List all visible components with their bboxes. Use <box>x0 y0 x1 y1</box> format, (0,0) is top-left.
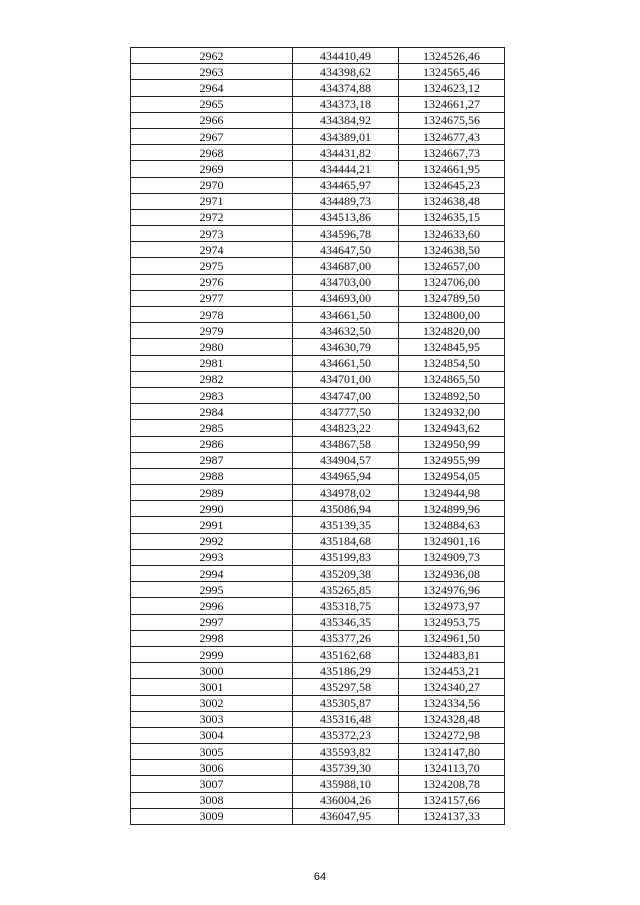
y-coordinate-cell: 1324667,73 <box>399 145 505 161</box>
x-coordinate-cell: 435593,82 <box>293 744 399 760</box>
point-number-cell: 2976 <box>131 274 293 290</box>
y-coordinate-cell: 1324635,15 <box>399 209 505 225</box>
x-coordinate-cell: 435316,48 <box>293 711 399 727</box>
point-number-cell: 3007 <box>131 776 293 792</box>
x-coordinate-cell: 434513,86 <box>293 209 399 225</box>
x-coordinate-cell: 435209,38 <box>293 566 399 582</box>
point-number-cell: 3009 <box>131 808 293 824</box>
point-number-cell: 2970 <box>131 177 293 193</box>
y-coordinate-cell: 1324638,48 <box>399 193 505 209</box>
x-coordinate-cell: 435305,87 <box>293 695 399 711</box>
y-coordinate-cell: 1324955,99 <box>399 452 505 468</box>
point-number-cell: 2984 <box>131 404 293 420</box>
point-number-cell: 2969 <box>131 161 293 177</box>
y-coordinate-cell: 1324526,46 <box>399 48 505 64</box>
x-coordinate-cell: 434661,50 <box>293 355 399 371</box>
coordinates-table-container <box>130 47 504 825</box>
x-coordinate-cell: 434687,00 <box>293 258 399 274</box>
x-coordinate-cell: 435988,10 <box>293 776 399 792</box>
y-coordinate-cell: 1324944,98 <box>399 485 505 501</box>
table-row <box>131 226 505 242</box>
point-number-cell: 2979 <box>131 323 293 339</box>
x-coordinate-cell: 434978,02 <box>293 485 399 501</box>
x-coordinate-cell: 435186,29 <box>293 663 399 679</box>
y-coordinate-cell: 1324865,50 <box>399 371 505 387</box>
point-number-cell: 2977 <box>131 290 293 306</box>
y-coordinate-cell: 1324272,98 <box>399 727 505 743</box>
point-number-cell: 2974 <box>131 242 293 258</box>
y-coordinate-cell: 1324936,08 <box>399 566 505 582</box>
y-coordinate-cell: 1324789,50 <box>399 290 505 306</box>
point-number-cell: 2967 <box>131 128 293 144</box>
table-row <box>131 145 505 161</box>
point-number-cell: 2980 <box>131 339 293 355</box>
point-number-cell: 2975 <box>131 258 293 274</box>
table-row <box>131 598 505 614</box>
table-row <box>131 614 505 630</box>
x-coordinate-cell: 435377,26 <box>293 630 399 646</box>
point-number-cell: 2998 <box>131 630 293 646</box>
y-coordinate-cell: 1324884,63 <box>399 517 505 533</box>
x-coordinate-cell: 434632,50 <box>293 323 399 339</box>
y-coordinate-cell: 1324657,00 <box>399 258 505 274</box>
y-coordinate-cell: 1324854,50 <box>399 355 505 371</box>
point-number-cell: 2982 <box>131 371 293 387</box>
y-coordinate-cell: 1324950,99 <box>399 436 505 452</box>
x-coordinate-cell: 435265,85 <box>293 582 399 598</box>
y-coordinate-cell: 1324932,00 <box>399 404 505 420</box>
point-number-cell: 3001 <box>131 679 293 695</box>
table-row <box>131 290 505 306</box>
point-number-cell: 2996 <box>131 598 293 614</box>
point-number-cell: 2987 <box>131 452 293 468</box>
point-number-cell: 2964 <box>131 80 293 96</box>
y-coordinate-cell: 1324483,81 <box>399 646 505 662</box>
table-row <box>131 404 505 420</box>
table-row <box>131 242 505 258</box>
x-coordinate-cell: 436004,26 <box>293 792 399 808</box>
x-coordinate-cell: 434867,58 <box>293 436 399 452</box>
x-coordinate-cell: 434777,50 <box>293 404 399 420</box>
y-coordinate-cell: 1324973,97 <box>399 598 505 614</box>
x-coordinate-cell: 435318,75 <box>293 598 399 614</box>
point-number-cell: 2983 <box>131 387 293 403</box>
point-number-cell: 2990 <box>131 501 293 517</box>
x-coordinate-cell: 434389,01 <box>293 128 399 144</box>
y-coordinate-cell: 1324901,16 <box>399 533 505 549</box>
x-coordinate-cell: 435372,23 <box>293 727 399 743</box>
table-row <box>131 420 505 436</box>
x-coordinate-cell: 434630,79 <box>293 339 399 355</box>
point-number-cell: 2989 <box>131 485 293 501</box>
point-number-cell: 3006 <box>131 760 293 776</box>
point-number-cell: 3003 <box>131 711 293 727</box>
point-number-cell: 2994 <box>131 566 293 582</box>
table-row <box>131 468 505 484</box>
x-coordinate-cell: 434747,00 <box>293 387 399 403</box>
y-coordinate-cell: 1324147,80 <box>399 744 505 760</box>
x-coordinate-cell: 434904,57 <box>293 452 399 468</box>
x-coordinate-cell: 434410,49 <box>293 48 399 64</box>
x-coordinate-cell: 434596,78 <box>293 226 399 242</box>
point-number-cell: 2997 <box>131 614 293 630</box>
point-number-cell: 3002 <box>131 695 293 711</box>
coordinates-table-body <box>131 48 505 825</box>
table-row <box>131 792 505 808</box>
table-row <box>131 258 505 274</box>
point-number-cell: 3008 <box>131 792 293 808</box>
point-number-cell: 2999 <box>131 646 293 662</box>
y-coordinate-cell: 1324892,50 <box>399 387 505 403</box>
y-coordinate-cell: 1324800,00 <box>399 307 505 323</box>
y-coordinate-cell: 1324645,23 <box>399 177 505 193</box>
table-row <box>131 501 505 517</box>
y-coordinate-cell: 1324638,50 <box>399 242 505 258</box>
table-row <box>131 339 505 355</box>
table-row <box>131 371 505 387</box>
x-coordinate-cell: 435739,30 <box>293 760 399 776</box>
point-number-cell: 2986 <box>131 436 293 452</box>
point-number-cell: 2966 <box>131 112 293 128</box>
table-row <box>131 776 505 792</box>
point-number-cell: 2962 <box>131 48 293 64</box>
x-coordinate-cell: 434444,21 <box>293 161 399 177</box>
x-coordinate-cell: 434384,92 <box>293 112 399 128</box>
point-number-cell: 2991 <box>131 517 293 533</box>
y-coordinate-cell: 1324661,95 <box>399 161 505 177</box>
table-row <box>131 161 505 177</box>
x-coordinate-cell: 434489,73 <box>293 193 399 209</box>
table-row <box>131 808 505 824</box>
x-coordinate-cell: 435346,35 <box>293 614 399 630</box>
table-row <box>131 485 505 501</box>
y-coordinate-cell: 1324208,78 <box>399 776 505 792</box>
x-coordinate-cell: 435297,58 <box>293 679 399 695</box>
y-coordinate-cell: 1324565,46 <box>399 64 505 80</box>
point-number-cell: 2968 <box>131 145 293 161</box>
x-coordinate-cell: 434431,82 <box>293 145 399 161</box>
x-coordinate-cell: 434398,62 <box>293 64 399 80</box>
table-row <box>131 760 505 776</box>
point-number-cell: 2993 <box>131 549 293 565</box>
x-coordinate-cell: 434693,00 <box>293 290 399 306</box>
x-coordinate-cell: 434701,00 <box>293 371 399 387</box>
table-row <box>131 711 505 727</box>
y-coordinate-cell: 1324623,12 <box>399 80 505 96</box>
x-coordinate-cell: 434373,18 <box>293 96 399 112</box>
point-number-cell: 2992 <box>131 533 293 549</box>
x-coordinate-cell: 434823,22 <box>293 420 399 436</box>
table-row <box>131 209 505 225</box>
table-row <box>131 64 505 80</box>
point-number-cell: 2995 <box>131 582 293 598</box>
x-coordinate-cell: 434465,97 <box>293 177 399 193</box>
point-number-cell: 3004 <box>131 727 293 743</box>
table-row <box>131 452 505 468</box>
x-coordinate-cell: 435184,68 <box>293 533 399 549</box>
x-coordinate-cell: 436047,95 <box>293 808 399 824</box>
x-coordinate-cell: 435199,83 <box>293 549 399 565</box>
table-row <box>131 663 505 679</box>
y-coordinate-cell: 1324328,48 <box>399 711 505 727</box>
table-row <box>131 436 505 452</box>
table-row <box>131 177 505 193</box>
table-row <box>131 744 505 760</box>
y-coordinate-cell: 1324113,70 <box>399 760 505 776</box>
table-row <box>131 549 505 565</box>
table-row <box>131 80 505 96</box>
table-row <box>131 630 505 646</box>
x-coordinate-cell: 435086,94 <box>293 501 399 517</box>
point-number-cell: 3005 <box>131 744 293 760</box>
y-coordinate-cell: 1324845,95 <box>399 339 505 355</box>
table-row <box>131 679 505 695</box>
x-coordinate-cell: 434661,50 <box>293 307 399 323</box>
y-coordinate-cell: 1324633,60 <box>399 226 505 242</box>
point-number-cell: 2971 <box>131 193 293 209</box>
point-number-cell: 2988 <box>131 468 293 484</box>
point-number-cell: 2973 <box>131 226 293 242</box>
x-coordinate-cell: 435139,35 <box>293 517 399 533</box>
point-number-cell: 2981 <box>131 355 293 371</box>
table-row <box>131 582 505 598</box>
y-coordinate-cell: 1324157,66 <box>399 792 505 808</box>
point-number-cell: 2963 <box>131 64 293 80</box>
table-row <box>131 517 505 533</box>
table-row <box>131 355 505 371</box>
table-row <box>131 274 505 290</box>
table-row <box>131 646 505 662</box>
table-row <box>131 387 505 403</box>
y-coordinate-cell: 1324453,21 <box>399 663 505 679</box>
table-row <box>131 566 505 582</box>
y-coordinate-cell: 1324334,56 <box>399 695 505 711</box>
table-row <box>131 307 505 323</box>
table-row <box>131 695 505 711</box>
point-number-cell: 2972 <box>131 209 293 225</box>
table-row <box>131 112 505 128</box>
page-number: 64 <box>313 871 327 883</box>
table-row <box>131 727 505 743</box>
x-coordinate-cell: 434374,88 <box>293 80 399 96</box>
y-coordinate-cell: 1324943,62 <box>399 420 505 436</box>
point-number-cell: 2965 <box>131 96 293 112</box>
table-row <box>131 533 505 549</box>
y-coordinate-cell: 1324909,73 <box>399 549 505 565</box>
y-coordinate-cell: 1324706,00 <box>399 274 505 290</box>
y-coordinate-cell: 1324961,50 <box>399 630 505 646</box>
table-row <box>131 193 505 209</box>
table-row <box>131 96 505 112</box>
y-coordinate-cell: 1324953,75 <box>399 614 505 630</box>
y-coordinate-cell: 1324340,27 <box>399 679 505 695</box>
y-coordinate-cell: 1324954,05 <box>399 468 505 484</box>
point-number-cell: 2978 <box>131 307 293 323</box>
y-coordinate-cell: 1324137,33 <box>399 808 505 824</box>
y-coordinate-cell: 1324675,56 <box>399 112 505 128</box>
x-coordinate-cell: 434647,50 <box>293 242 399 258</box>
y-coordinate-cell: 1324899,96 <box>399 501 505 517</box>
point-number-cell: 2985 <box>131 420 293 436</box>
coordinates-table <box>130 47 505 825</box>
x-coordinate-cell: 435162,68 <box>293 646 399 662</box>
table-row <box>131 48 505 64</box>
y-coordinate-cell: 1324976,96 <box>399 582 505 598</box>
point-number-cell: 3000 <box>131 663 293 679</box>
table-row <box>131 323 505 339</box>
y-coordinate-cell: 1324820,00 <box>399 323 505 339</box>
y-coordinate-cell: 1324677,43 <box>399 128 505 144</box>
y-coordinate-cell: 1324661,27 <box>399 96 505 112</box>
x-coordinate-cell: 434703,00 <box>293 274 399 290</box>
x-coordinate-cell: 434965,94 <box>293 468 399 484</box>
table-row <box>131 128 505 144</box>
